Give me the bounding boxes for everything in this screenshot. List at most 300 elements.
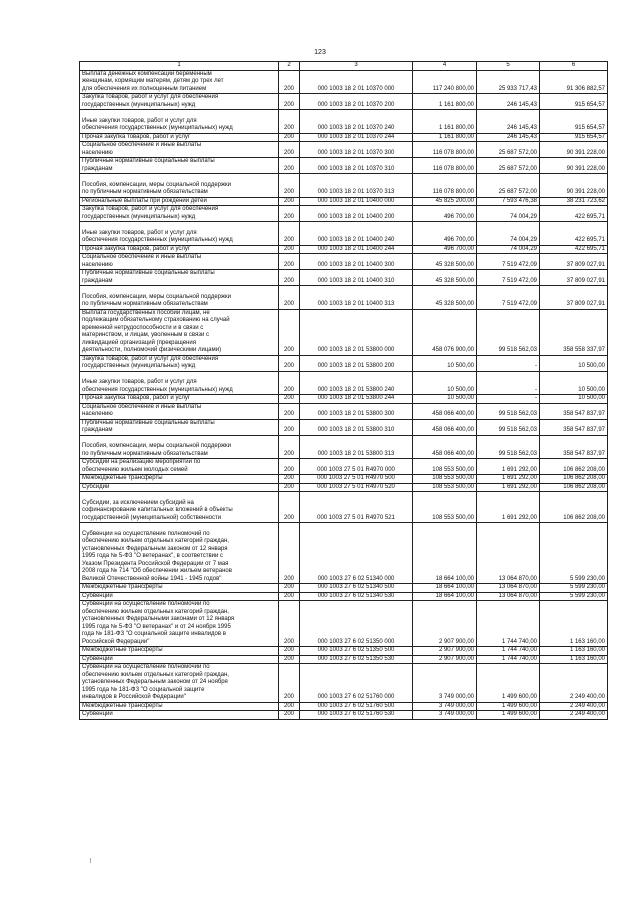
budget-classification-code-cell: 000 1003 18 2 01 10400 300 <box>300 254 413 270</box>
executed-amount-cell: 25 687 572,00 <box>477 142 540 158</box>
column-number-row <box>80 62 608 71</box>
table-row <box>80 483 608 492</box>
budget-classification-code-cell: 000 1003 27 6 02 51760 530 <box>300 711 413 720</box>
approved-amount-cell: 10 500,00 <box>413 371 477 395</box>
row-code-cell: 200 <box>279 270 300 286</box>
description-line: года № 181-ФЗ "О социальной защите инвалидов в <box>82 631 226 637</box>
row-description-cell <box>80 222 279 246</box>
description-line: Субвенции на осуществление полномочий по <box>82 530 210 537</box>
table-row <box>80 286 608 310</box>
row-description-cell <box>80 286 279 310</box>
row-description-cell <box>80 254 279 270</box>
unexecuted-amount-cell: 422 695,71 <box>540 245 608 254</box>
approved-amount-cell: 496 700,00 <box>413 206 477 222</box>
description-line: женщинам, кормящим матерям, детям до трех лет <box>82 78 224 84</box>
budget-classification-code-cell: 000 1003 27 5 01 R4970 520 <box>300 483 413 492</box>
table-row <box>80 664 608 703</box>
description-line: Закупка товаров, работ и услуг для обеспечения <box>82 206 219 212</box>
description-line: Социальное обеспечение и иные выплаты <box>82 403 202 410</box>
unexecuted-amount-cell: 358 547 837,97 <box>540 435 608 459</box>
approved-amount-cell: 3 749 000,00 <box>413 664 477 703</box>
page-number: 123 <box>314 49 326 56</box>
budget-classification-code-cell: 000 1003 18 2 01 10370 200 <box>300 94 413 110</box>
executed-amount-cell: 246 145,43 <box>477 133 540 142</box>
description-line: гражданам <box>82 165 113 172</box>
row-code-cell: 200 <box>279 584 300 593</box>
executed-amount-cell: 7 519 472,09 <box>477 286 540 310</box>
description-line <box>82 372 276 380</box>
description-line: государственных (муниципальных) нужд <box>82 101 196 108</box>
description-line: софинансирование капитальных вложений в объекты <box>82 507 233 513</box>
table-row <box>80 435 608 459</box>
description-line: временной нетрудоспособности и в связи с <box>82 324 204 331</box>
budget-classification-code-cell: 000 1003 18 2 01 53800 300 <box>300 403 413 419</box>
row-code-cell: 200 <box>279 245 300 254</box>
executed-amount-cell: 13 064 870,00 <box>477 584 540 593</box>
executed-amount-cell: 1 744 740,00 <box>477 647 540 656</box>
description-line: Великой Отечественной войны 1941 - 1945 годов" <box>82 575 222 582</box>
executed-amount-cell: 13 064 870,00 <box>477 592 540 601</box>
executed-amount-cell: 25 933 717,43 <box>477 70 540 94</box>
approved-amount-cell: 1 161 800,00 <box>413 110 477 134</box>
description-line: Иные закупки товаров, работ и услуг для <box>82 229 197 236</box>
description-line: гражданам <box>82 277 113 284</box>
executed-amount-cell: 25 687 572,00 <box>477 174 540 198</box>
executed-amount-cell: 246 145,43 <box>477 110 540 134</box>
row-description-cell <box>80 133 279 142</box>
row-description-cell <box>80 492 279 523</box>
approved-amount-cell: 45 328 500,00 <box>413 270 477 286</box>
description-line <box>82 436 276 444</box>
row-code-cell: 200 <box>279 142 300 158</box>
approved-amount-cell: 116 078 800,00 <box>413 142 477 158</box>
table-body <box>80 70 608 719</box>
unexecuted-amount-cell: 5 599 230,00 <box>540 592 608 601</box>
executed-amount-cell: 1 744 740,00 <box>477 601 540 647</box>
description-line: гражданам <box>82 427 113 433</box>
approved-amount-cell: 458 076 900,00 <box>413 309 477 355</box>
executed-amount-cell: 99 518 562,03 <box>477 419 540 435</box>
column-header: 3 <box>300 62 413 71</box>
row-description-cell <box>80 245 279 254</box>
scan-mark <box>90 858 91 863</box>
description-line: Указом Президента Российской Федерации от 7 мая <box>82 560 229 567</box>
description-line: Публичные нормативные социальные выплаты <box>82 419 215 426</box>
description-line: по публичным нормативным обязательствам <box>82 301 208 307</box>
row-code-cell: 200 <box>279 419 300 435</box>
row-description-cell <box>80 419 279 435</box>
row-description-cell <box>80 483 279 492</box>
budget-classification-code-cell: 000 1003 18 2 01 53800 000 <box>300 309 413 355</box>
description-line: обеспечению жильем отдельных категорий граждан, <box>82 538 229 544</box>
description-line <box>82 523 276 531</box>
description-line: деятельности, полномочий физическими лицами) <box>82 347 222 353</box>
approved-amount-cell: 496 700,00 <box>413 222 477 246</box>
approved-amount-cell: 18 664 100,00 <box>413 523 477 584</box>
row-code-cell: 200 <box>279 355 300 371</box>
description-line: 1995 года № 181-ФЗ "О социальной защите <box>82 686 205 693</box>
row-description-cell <box>80 309 279 355</box>
budget-classification-code-cell: 000 1003 18 2 01 10370 300 <box>300 142 413 158</box>
unexecuted-amount-cell: 37 809 027,91 <box>540 254 608 270</box>
description-line: установленных Федеральным законом от 12 января <box>82 545 228 552</box>
description-line: обеспечения государственных (муниципальных) нужд <box>82 125 233 131</box>
executed-amount-cell: 74 004,29 <box>477 206 540 222</box>
approved-amount-cell: 458 066 400,00 <box>413 435 477 459</box>
budget-classification-code-cell: 000 1003 18 2 01 10400 313 <box>300 286 413 310</box>
unexecuted-amount-cell: 5 599 230,00 <box>540 523 608 584</box>
description-line: Прочая закупка товаров, работ и услуг <box>82 395 191 401</box>
table-row <box>80 254 608 270</box>
table-row <box>80 158 608 174</box>
approved-amount-cell: 2 907 900,00 <box>413 647 477 656</box>
row-code-cell: 200 <box>279 702 300 711</box>
description-line <box>82 222 276 230</box>
column-header: 2 <box>279 62 300 71</box>
row-description-cell <box>80 459 279 475</box>
description-line: ликвидацией организаций (прекращения <box>82 339 196 346</box>
unexecuted-amount-cell: 422 695,71 <box>540 222 608 246</box>
description-line: обеспечению жильем молодых семей <box>82 466 188 473</box>
table-row <box>80 459 608 475</box>
description-line: по публичным нормативным обязательствам <box>82 450 208 457</box>
budget-classification-code-cell: 000 1003 27 6 02 51350 500 <box>300 647 413 656</box>
row-description-cell <box>80 601 279 647</box>
unexecuted-amount-cell: 10 500,00 <box>540 371 608 395</box>
row-code-cell: 200 <box>279 592 300 601</box>
approved-amount-cell: 458 066 400,00 <box>413 419 477 435</box>
row-description-cell <box>80 711 279 720</box>
budget-classification-code-cell: 000 1003 18 2 01 10400 200 <box>300 206 413 222</box>
row-description-cell <box>80 584 279 593</box>
unexecuted-amount-cell: 915 654,57 <box>540 110 608 134</box>
table-row <box>80 355 608 371</box>
description-line <box>82 286 276 294</box>
description-line: Российской Федерации" <box>82 638 150 645</box>
unexecuted-amount-cell: 37 809 027,91 <box>540 270 608 286</box>
table-row <box>80 371 608 395</box>
budget-classification-code-cell: 000 1003 27 5 01 R4970 500 <box>300 475 413 484</box>
table-row <box>80 419 608 435</box>
row-description-cell <box>80 435 279 459</box>
approved-amount-cell: 10 500,00 <box>413 355 477 371</box>
budget-classification-code-cell: 000 1003 27 6 02 51760 000 <box>300 664 413 703</box>
row-code-cell: 200 <box>279 371 300 395</box>
description-line: 1995 года № 5-ФЗ "О ветеранах", в соответствии с <box>82 553 224 559</box>
description-line: Субсидии на реализацию мероприятий по <box>82 459 201 465</box>
budget-classification-code-cell: 000 1003 27 6 02 51340 530 <box>300 592 413 601</box>
unexecuted-amount-cell: 915 654,57 <box>540 94 608 110</box>
executed-amount-cell: 7 519 472,09 <box>477 270 540 286</box>
description-line: государственной (муниципальной) собственности <box>82 514 222 521</box>
budget-classification-code-cell: 000 1003 18 2 01 53800 313 <box>300 435 413 459</box>
row-description-cell <box>80 395 279 404</box>
row-description-cell <box>80 702 279 711</box>
budget-classification-code-cell: 000 1003 18 2 01 10370 000 <box>300 70 413 94</box>
executed-amount-cell: 1 691 292,00 <box>477 475 540 484</box>
budget-classification-code-cell: 000 1003 27 5 01 R4970 521 <box>300 492 413 523</box>
executed-amount-cell: 1 691 292,00 <box>477 492 540 523</box>
unexecuted-amount-cell: 91 306 882,57 <box>540 70 608 94</box>
unexecuted-amount-cell: 38 231 723,62 <box>540 197 608 206</box>
row-code-cell: 200 <box>279 174 300 198</box>
description-line: населению <box>82 411 113 417</box>
row-code-cell: 200 <box>279 395 300 404</box>
unexecuted-amount-cell: 90 391 228,00 <box>540 142 608 158</box>
budget-classification-code-cell: 000 1003 27 6 02 51350 000 <box>300 601 413 647</box>
description-line: обеспечению жильем отдельных категорий граждан, <box>82 608 229 615</box>
table-row <box>80 475 608 484</box>
description-line: установленных Федеральным законом от 24 ноября <box>82 679 228 685</box>
approved-amount-cell: 116 078 800,00 <box>413 174 477 198</box>
description-line: обеспечению жильем отдельных категорий граждан, <box>82 671 229 678</box>
row-description-cell <box>80 110 279 134</box>
column-header: 1 <box>80 62 279 71</box>
unexecuted-amount-cell: 2 249 400,00 <box>540 664 608 703</box>
table-row <box>80 206 608 222</box>
column-header: 5 <box>477 62 540 71</box>
unexecuted-amount-cell: 90 391 228,00 <box>540 174 608 198</box>
unexecuted-amount-cell: 90 391 228,00 <box>540 158 608 174</box>
approved-amount-cell: 45 825 200,00 <box>413 197 477 206</box>
row-description-cell <box>80 475 279 484</box>
table-row <box>80 403 608 419</box>
table-row <box>80 70 608 94</box>
budget-classification-code-cell: 000 1003 18 2 01 10370 310 <box>300 158 413 174</box>
approved-amount-cell: 1 161 800,00 <box>413 94 477 110</box>
executed-amount-cell: 74 004,29 <box>477 245 540 254</box>
approved-amount-cell: 117 240 800,00 <box>413 70 477 94</box>
row-code-cell: 200 <box>279 133 300 142</box>
row-code-cell: 200 <box>279 435 300 459</box>
row-code-cell: 200 <box>279 523 300 584</box>
unexecuted-amount-cell: 422 695,71 <box>540 206 608 222</box>
unexecuted-amount-cell: 106 862 208,00 <box>540 459 608 475</box>
description-line: Прочая закупка товаров, работ и услуг <box>82 245 191 252</box>
table-row <box>80 601 608 647</box>
executed-amount-cell: 7 519 472,09 <box>477 254 540 270</box>
executed-amount-cell: - <box>477 395 540 404</box>
executed-amount-cell: - <box>477 355 540 371</box>
description-line: Прочая закупка товаров, работ и услуг <box>82 133 191 140</box>
budget-classification-code-cell: 000 1003 18 2 01 10400 244 <box>300 245 413 254</box>
row-description-cell <box>80 371 279 395</box>
approved-amount-cell: 496 700,00 <box>413 245 477 254</box>
row-description-cell <box>80 655 279 664</box>
table-row <box>80 492 608 523</box>
row-code-cell: 200 <box>279 711 300 720</box>
unexecuted-amount-cell: 106 862 208,00 <box>540 483 608 492</box>
executed-amount-cell: 1 499 600,00 <box>477 664 540 703</box>
row-code-cell: 200 <box>279 70 300 94</box>
description-line: Пособия, компенсации, меры социальной поддержки <box>82 443 232 449</box>
approved-amount-cell: 18 664 100,00 <box>413 592 477 601</box>
row-description-cell <box>80 70 279 94</box>
description-line: Иные закупки товаров, работ и услуг для <box>82 379 197 385</box>
table-row <box>80 222 608 246</box>
table-row <box>80 592 608 601</box>
description-line: Выплата государственных пособий лицам, не <box>82 309 210 316</box>
description-line: Закупка товаров, работ и услуг для обеспечения <box>82 355 219 362</box>
description-line: государственных (муниципальных) нужд <box>82 213 196 220</box>
row-code-cell: 200 <box>279 94 300 110</box>
executed-amount-cell: 25 687 572,00 <box>477 158 540 174</box>
row-code-cell: 200 <box>279 664 300 703</box>
approved-amount-cell: 2 907 900,00 <box>413 601 477 647</box>
row-code-cell: 200 <box>279 206 300 222</box>
unexecuted-amount-cell: 1 163 160,00 <box>540 647 608 656</box>
budget-classification-code-cell: 000 1003 27 6 02 51350 530 <box>300 655 413 664</box>
budget-classification-code-cell: 000 1003 18 2 01 10400 310 <box>300 270 413 286</box>
description-line: Субвенции на осуществление полномочий по <box>82 601 210 607</box>
unexecuted-amount-cell: 5 599 230,00 <box>540 584 608 593</box>
row-description-cell <box>80 403 279 419</box>
table-row <box>80 309 608 355</box>
table-row <box>80 245 608 254</box>
unexecuted-amount-cell: 1 163 160,00 <box>540 601 608 647</box>
executed-amount-cell: 74 004,29 <box>477 222 540 246</box>
description-line: Выплата денежных компенсаций беременным <box>82 70 212 77</box>
unexecuted-amount-cell: 2 249 400,00 <box>540 702 608 711</box>
unexecuted-amount-cell: 2 249 400,00 <box>540 711 608 720</box>
row-description-cell <box>80 174 279 198</box>
unexecuted-amount-cell: 358 547 837,97 <box>540 403 608 419</box>
unexecuted-amount-cell: 358 558 337,97 <box>540 309 608 355</box>
approved-amount-cell: 1 161 800,00 <box>413 133 477 142</box>
row-description-cell <box>80 142 279 158</box>
description-line: установленных Федеральными законами от 12 января <box>82 616 235 622</box>
budget-classification-code-cell: 000 1003 18 2 01 10370 240 <box>300 110 413 134</box>
row-code-cell: 200 <box>279 254 300 270</box>
row-code-cell: 200 <box>279 601 300 647</box>
row-code-cell: 200 <box>279 647 300 656</box>
approved-amount-cell: 10 500,00 <box>413 395 477 404</box>
row-description-cell <box>80 647 279 656</box>
row-code-cell: 200 <box>279 483 300 492</box>
executed-amount-cell: 99 518 562,03 <box>477 435 540 459</box>
budget-classification-code-cell: 000 1003 18 2 01 10400 000 <box>300 197 413 206</box>
executed-amount-cell: 1 744 740,00 <box>477 655 540 664</box>
unexecuted-amount-cell: 106 862 208,00 <box>540 475 608 484</box>
description-line: Публичные нормативные социальные выплаты <box>82 270 215 276</box>
approved-amount-cell: 108 553 500,00 <box>413 492 477 523</box>
approved-amount-cell: 2 907 900,00 <box>413 655 477 664</box>
unexecuted-amount-cell: 1 163 160,00 <box>540 655 608 664</box>
description-line <box>82 174 276 182</box>
table-row <box>80 133 608 142</box>
description-line: Публичные нормативные социальные выплаты <box>82 158 215 164</box>
description-line: Закупка товаров, работ и услуг для обеспечения <box>82 94 219 100</box>
description-line: Региональные выплаты при рождении детей <box>82 197 207 204</box>
table-row <box>80 647 608 656</box>
description-line: Субсидии, за исключением субсидий на <box>82 499 194 506</box>
description-line: Социальное обеспечение и иные выплаты <box>82 142 202 148</box>
executed-amount-cell: 246 145,43 <box>477 94 540 110</box>
description-line: Субсидии <box>82 483 110 490</box>
approved-amount-cell: 3 749 000,00 <box>413 702 477 711</box>
row-description-cell <box>80 158 279 174</box>
budget-classification-code-cell: 000 1003 27 6 02 51760 500 <box>300 702 413 711</box>
column-header: 4 <box>413 62 477 71</box>
table-row <box>80 197 608 206</box>
executed-amount-cell: 7 593 476,38 <box>477 197 540 206</box>
budget-classification-code-cell: 000 1003 18 2 01 53800 240 <box>300 371 413 395</box>
description-line: по публичным нормативным обязательствам <box>82 189 208 195</box>
row-code-cell: 200 <box>279 475 300 484</box>
description-line: Субвенции <box>82 655 113 662</box>
executed-amount-cell: 1 499 600,00 <box>477 711 540 720</box>
description-line: Субвенции на осуществление полномочий по <box>82 664 210 670</box>
description-line: материнством, и лицам, уволенным в связи с <box>82 332 210 338</box>
row-description-cell <box>80 270 279 286</box>
description-line <box>82 492 276 500</box>
approved-amount-cell: 116 078 800,00 <box>413 158 477 174</box>
unexecuted-amount-cell: 10 500,00 <box>540 355 608 371</box>
row-code-cell: 200 <box>279 459 300 475</box>
executed-amount-cell: 1 499 600,00 <box>477 702 540 711</box>
unexecuted-amount-cell: 10 500,00 <box>540 395 608 404</box>
description-line: Иные закупки товаров, работ и услуг для <box>82 117 197 124</box>
description-line: Субвенции <box>82 711 113 717</box>
approved-amount-cell: 108 553 500,00 <box>413 483 477 492</box>
table-row <box>80 523 608 584</box>
table-row <box>80 655 608 664</box>
approved-amount-cell: 18 664 100,00 <box>413 584 477 593</box>
executed-amount-cell: 99 518 562,03 <box>477 403 540 419</box>
budget-classification-code-cell: 000 1003 18 2 01 10400 240 <box>300 222 413 246</box>
description-line: обеспечения государственных (муниципальных) нужд <box>82 386 233 393</box>
description-line: Межбюджетные трансферты <box>82 584 163 590</box>
row-code-cell: 200 <box>279 158 300 174</box>
row-code-cell: 200 <box>279 110 300 134</box>
row-code-cell: 200 <box>279 197 300 206</box>
description-line: 1995 года № 5-ФЗ "О ветеранах" и от 24 ноября 1995 <box>82 623 231 630</box>
table-row <box>80 711 608 720</box>
unexecuted-amount-cell: 358 547 837,97 <box>540 419 608 435</box>
description-line: Пособия, компенсации, меры социальной поддержки <box>82 293 232 300</box>
budget-classification-code-cell: 000 1003 27 6 02 51340 000 <box>300 523 413 584</box>
description-line: Субвенции <box>82 592 113 599</box>
unexecuted-amount-cell: 106 862 208,00 <box>540 492 608 523</box>
description-line: населению <box>82 149 113 156</box>
approved-amount-cell: 45 328 500,00 <box>413 254 477 270</box>
executed-amount-cell: 99 518 562,03 <box>477 309 540 355</box>
table-row <box>80 142 608 158</box>
column-header: 6 <box>540 62 608 71</box>
table-row <box>80 110 608 134</box>
row-code-cell: 200 <box>279 309 300 355</box>
table-row <box>80 174 608 198</box>
budget-classification-code-cell: 000 1003 27 5 01 R4970 000 <box>300 459 413 475</box>
description-line: подлежащим обязательному страхованию на случай <box>82 317 230 323</box>
budget-classification-code-cell: 000 1003 18 2 01 10370 313 <box>300 174 413 198</box>
unexecuted-amount-cell: 37 809 027,91 <box>540 286 608 310</box>
table-row <box>80 270 608 286</box>
executed-amount-cell: - <box>477 371 540 395</box>
row-description-cell <box>80 206 279 222</box>
row-description-cell <box>80 523 279 584</box>
row-code-cell: 200 <box>279 403 300 419</box>
description-line: государственных (муниципальных) нужд <box>82 363 196 369</box>
description-line: Межбюджетные трансферты <box>82 647 163 653</box>
row-code-cell: 200 <box>279 492 300 523</box>
description-line: инвалидов в Российской Федерации" <box>82 694 186 700</box>
row-description-cell <box>80 355 279 371</box>
row-description-cell <box>80 94 279 110</box>
description-line: 2008 года № 714 "Об обеспечении жильем ветеранов <box>82 568 232 574</box>
row-description-cell <box>80 592 279 601</box>
table-row <box>80 702 608 711</box>
